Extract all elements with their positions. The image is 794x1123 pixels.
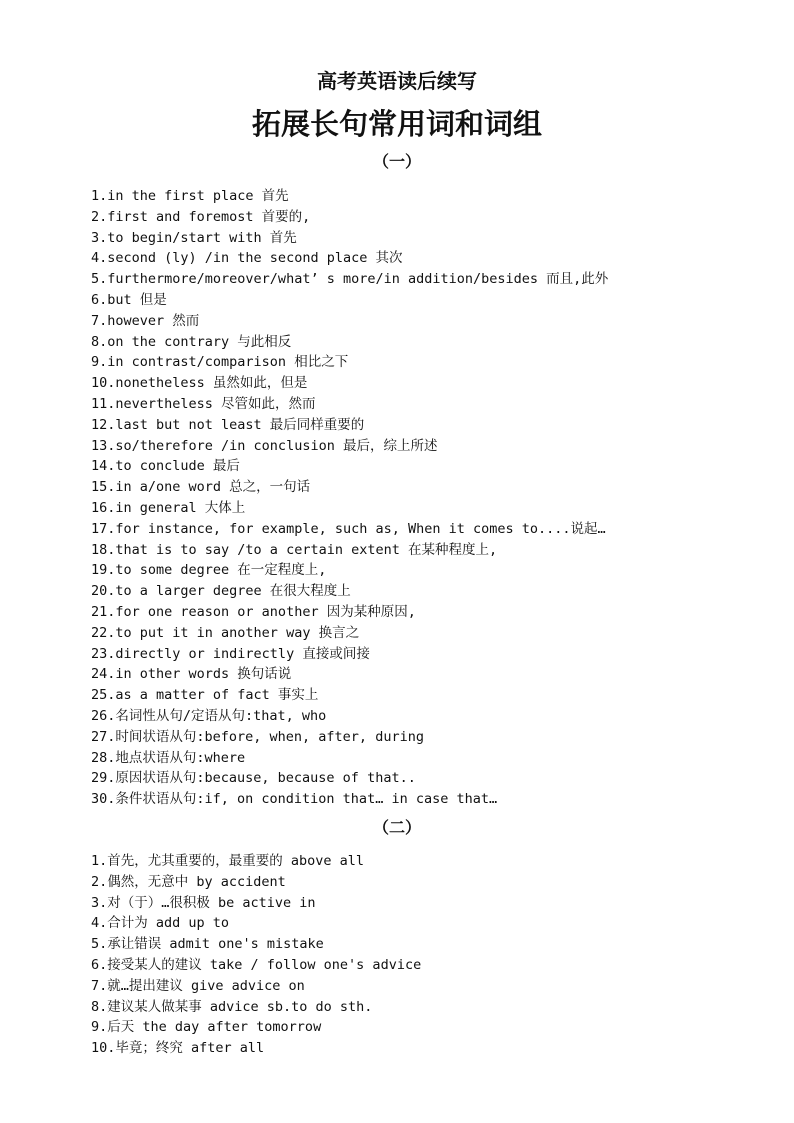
list-item: 17.for instance, for example, such as, When it comes to....说起… — [91, 520, 606, 537]
list-item: 28.地点状语从句:where — [91, 749, 246, 766]
list-item: 24.in other words 换句话说 — [91, 666, 292, 683]
list-item: 26.名词性从句/定语从句:that, who — [91, 707, 327, 724]
list-item: 5.furthermore/moreover/what’ s more/in addition/besides 而且,此外 — [91, 271, 609, 288]
list-item: 5.承让错误 admit one's mistake — [91, 936, 324, 953]
list-item: 7.however 然而 — [91, 312, 200, 329]
list-item: 4.合计为 add up to — [91, 915, 230, 932]
list-item: 12.last but not least 最后同样重要的 — [91, 416, 365, 433]
list-item: 25.as a matter of fact 事实上 — [91, 687, 319, 704]
list-item: 27.时间状语从句:before, when, after, during — [91, 728, 424, 745]
list-item: 30.条件状语从句:if, on condition that… in case that… — [91, 791, 498, 808]
list-item: 23.directly or indirectly 直接或间接 — [91, 645, 370, 662]
list-item: 2.偶然，无意中 by accident — [91, 873, 286, 890]
list-item: 13.so/therefore /in conclusion 最后，综上所述 — [91, 437, 438, 454]
section-2-heading: （二） — [372, 818, 421, 837]
list-item: 8.on the contrary 与此相反 — [91, 333, 292, 350]
list-item: 16.in general 大体上 — [91, 499, 246, 516]
list-item: 3.对（于）…很积极 be active in — [91, 894, 316, 911]
list-item: 20.to a larger degree 在很大程度上 — [91, 583, 351, 600]
list-item: 15.in a/one word 总之，一句话 — [91, 479, 311, 496]
list-item: 21.for one reason or another 因为某种原因, — [91, 603, 416, 620]
list-item: 11.nevertheless 尽管如此，然而 — [91, 395, 316, 412]
document-title: 高考英语读后续写 — [317, 69, 477, 93]
list-item: 9.in contrast/comparison 相比之下 — [91, 354, 349, 371]
section-1-list — [91, 186, 608, 810]
list-item: 3.to begin/start with 首先 — [91, 229, 297, 246]
list-item: 4.second (ly) /in the second place 其次 — [91, 250, 403, 267]
document-subtitle: 拓展长句常用词和词组 — [251, 107, 542, 141]
list-item: 1.首先，尤其重要的，最重要的 above all — [91, 853, 365, 869]
list-item: 8.建议某人做某事 advice sb.to do sth. — [91, 998, 373, 1015]
list-item: 10.nonetheless 虽然如此，但是 — [91, 375, 308, 392]
list-item: 18.that is to say /to a certain extent 在某种程度上, — [91, 541, 498, 558]
section-2-list — [91, 851, 421, 1059]
list-item: 10.毕竟；终究 after all — [91, 1040, 265, 1057]
list-item: 14.to conclude 最后 — [91, 458, 240, 475]
list-item: 19.to some degree 在一定程度上, — [91, 562, 327, 579]
list-item: 7.就…提出建议 give advice on — [91, 977, 305, 994]
list-item: 9.后天 the day after tomorrow — [91, 1019, 322, 1036]
list-item: 22.to put it in another way 换言之 — [91, 624, 360, 641]
list-item: 1.in the first place 首先 — [91, 188, 289, 204]
section-1-heading: （一） — [372, 152, 421, 171]
list-item: 6.but 但是 — [91, 291, 167, 308]
list-item: 29.原因状语从句:because, because of that.. — [91, 770, 416, 787]
list-item: 2.first and foremost 首要的, — [91, 208, 311, 225]
list-item: 6.接受某人的建议 take / follow one's advice — [91, 956, 422, 973]
